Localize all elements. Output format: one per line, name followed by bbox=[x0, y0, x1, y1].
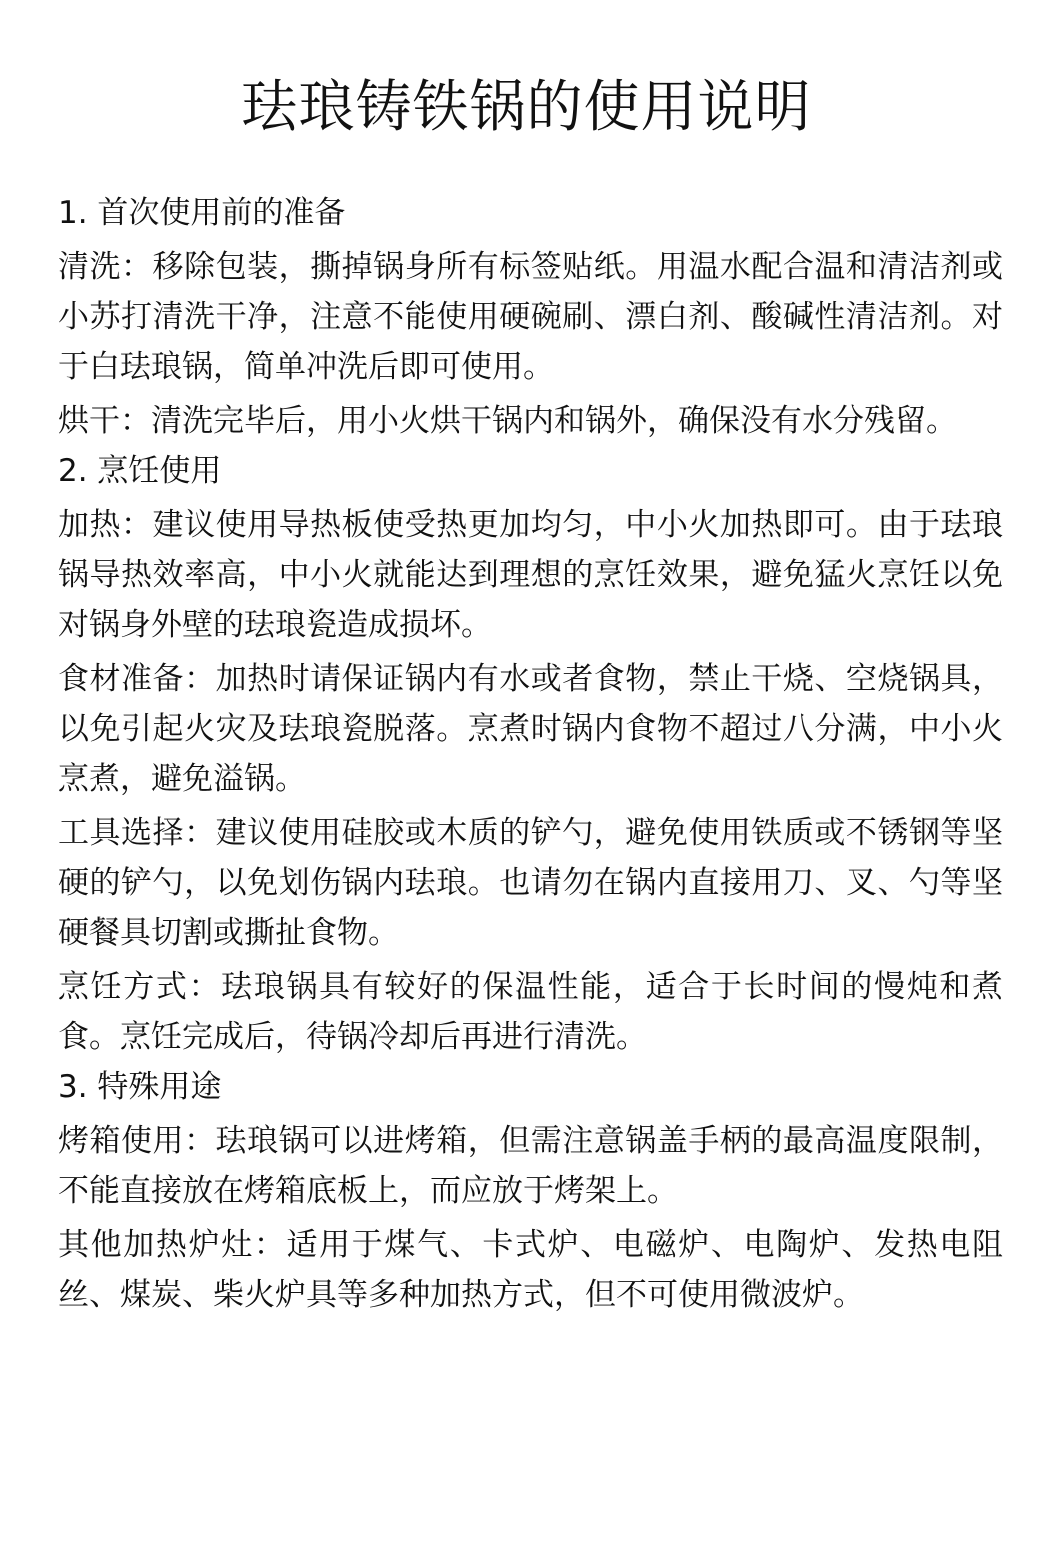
section-cooking bbox=[58, 446, 1003, 1062]
paragraph-other-stoves: 其他加热炉灶：适用于煤气、卡式炉、电磁炉、电陶炉、发热电阻丝、煤炭、柴火炉具等多种加热方式，但不可使用微波炉。 bbox=[58, 1227, 1003, 1313]
paragraph-oven: 烤箱使用：珐琅锅可以进烤箱，但需注意锅盖手柄的最高温度限制，不能直接放在烤箱底板上，而应放于烤架上。 bbox=[58, 1123, 1003, 1209]
paragraph-tools: 工具选择：建议使用硅胶或木质的铲勺，避免使用铁质或不锈钢等坚硬的铲勺，以免划伤锅内珐琅。也请勿在锅内直接用刀、叉、勺等坚硬餐具切割或撕扯食物。 bbox=[58, 815, 1003, 951]
page-title: 珐琅铸铁锅的使用说明 bbox=[241, 75, 812, 140]
section-first-use bbox=[58, 188, 1003, 446]
paragraph-drying: 烘干：清洗完毕后，用小火烘干锅内和锅外，确保没有水分残留。 bbox=[58, 403, 957, 439]
paragraph-heating: 加热：建议使用导热板使受热更加均匀，中小火加热即可。由于珐琅锅导热效率高，中小火就能达到理想的烹饪效果，避免猛火烹饪以免对锅身外壁的珐琅瓷造成损坏。 bbox=[58, 507, 1003, 643]
document-body bbox=[58, 188, 1003, 1320]
section-heading: 2. 烹饪使用 bbox=[58, 453, 222, 489]
paragraph-cooking-method: 烹饪方式：珐琅锅具有较好的保温性能，适合于长时间的慢炖和煮食。烹饪完成后，待锅冷却后再进行清洗。 bbox=[58, 969, 1003, 1055]
section-special-use bbox=[58, 1062, 1003, 1320]
section-heading: 3. 特殊用途 bbox=[58, 1069, 222, 1105]
paragraph-cleaning: 清洗：移除包装，撕掉锅身所有标签贴纸。用温水配合温和清洁剂或小苏打清洗干净，注意不能使用硬碗刷、漂白剂、酸碱性清洁剂。对于白珐琅锅，简单冲洗后即可使用。 bbox=[58, 249, 1003, 385]
paragraph-ingredients: 食材准备：加热时请保证锅内有水或者食物，禁止干烧、空烧锅具，以免引起火灾及珐琅瓷脱落。烹煮时锅内食物不超过八分满，中小火烹煮，避免溢锅。 bbox=[58, 661, 1003, 797]
section-heading: 1. 首次使用前的准备 bbox=[58, 195, 346, 231]
